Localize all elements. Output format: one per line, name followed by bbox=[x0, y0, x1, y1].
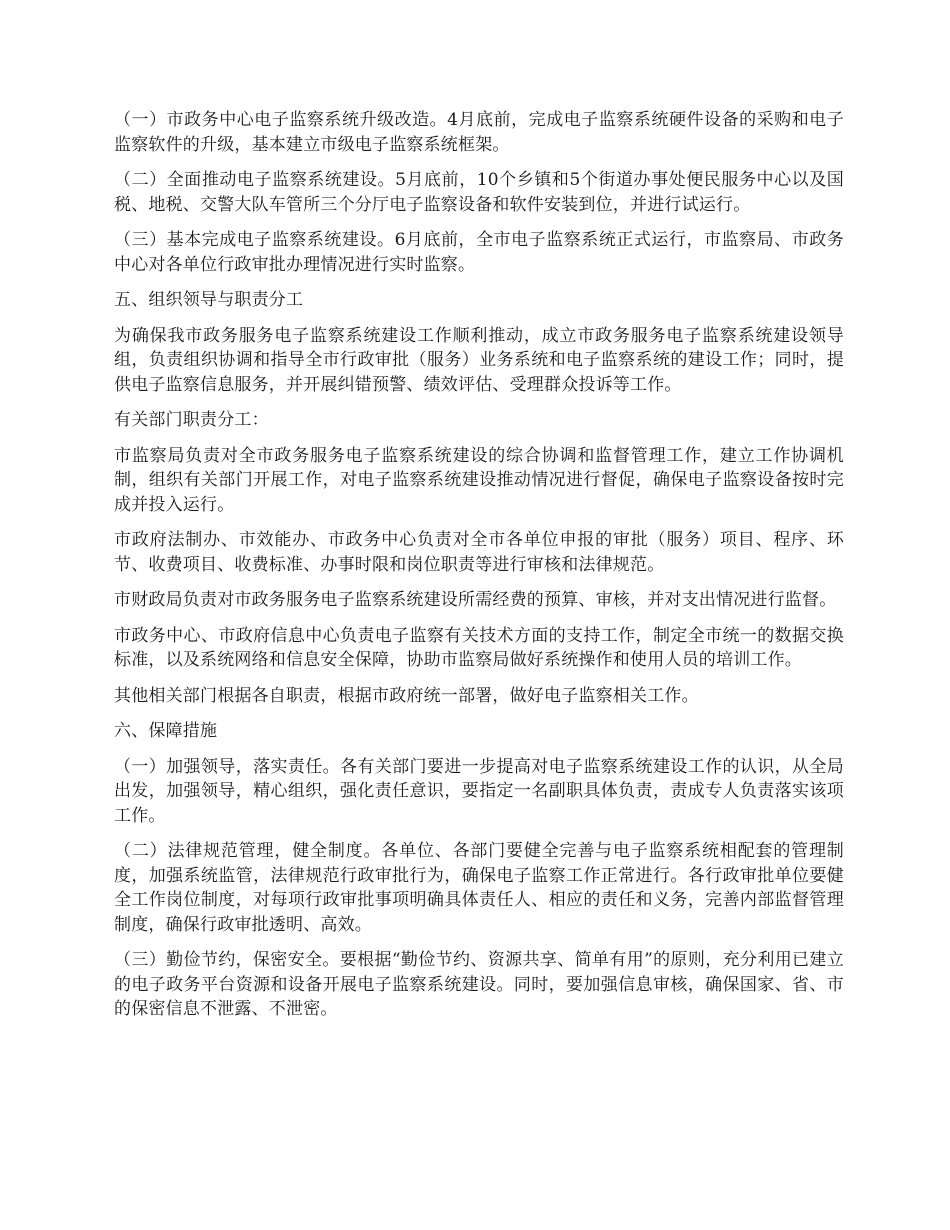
paragraph-measure-1: （一）加强领导，落实责任。各有关部门要进一步提高对电子监察系统建设工作的认识，从全局出发，加强领导，精心组织，强化责任意识，要指定一名副职具体负责，责成专人负责落实该项工作。 bbox=[114, 756, 844, 826]
paragraph-legal-office: 市政府法制办、市效能办、市政务中心负责对全市各单位申报的审批（服务）项目、程序、环节、收费项目、收费标准、办事时限和岗位职责等进行审核和法律规范。 bbox=[114, 530, 844, 575]
paragraph-measure-2: （二）法律规范管理，健全制度。各单位、各部门要健全完善与电子监察系统相配套的管理制度，加强系统监管，法律规范行政审批行为，确保电子监察工作正常进行。各行政审批单位要健全工作岗位制度，对每项行政审批事项明确具体责任人、相应的责任和义务，完善内部监督管理制度，确保行政审批透明、高效。 bbox=[114, 841, 844, 935]
paragraph-other-depts: 其他相关部门根据各自职责，根据市政府统一部署，做好电子监察相关工作。 bbox=[114, 685, 699, 706]
subheading-duties: 有关部门职责分工： bbox=[114, 410, 269, 430]
section-heading-5: 五、组织领导与职责分工 bbox=[114, 290, 304, 310]
section-heading-6: 六、保障措施 bbox=[114, 721, 218, 741]
paragraph-measure-3: （三）勤俭节约，保密安全。要根据“勤俭节约、资源共享、简单有用”的原则，充分利用已建立的电子政务平台资源和设备开展电子监察系统建设。同时，要加强信息审核，确保国家、省、市的保密信息不泄露、不泄密。 bbox=[114, 950, 844, 1019]
paragraph-item-3: （三）基本完成电子监察系统建设。6月底前，全市电子监察系统正式运行，市监察局、市政务中心对各单位行政审批办理情况进行实时监察。 bbox=[114, 230, 844, 275]
paragraph-supervision-bureau: 市监察局负责对全市政务服务电子监察系统建设的综合协调和监督管理工作，建立工作协调机制，组织有关部门开展工作，对电子监察系统建设推动情况进行督促，确保电子监察设备按时完成并投入运行。 bbox=[114, 445, 844, 515]
paragraph-item-2: （二）全面推动电子监察系统建设。5月底前，10个乡镇和5个街道办事处便民服务中心以及国税、地税、交警大队车管所三个分厅电子监察设备和软件安装到位，并进行试运行。 bbox=[114, 170, 844, 215]
paragraph-leadership: 为确保我市政务服务电子监察系统建设工作顺利推动，成立市政务服务电子监察系统建设领导组，负责组织协调和指导全市行政审批（服务）业务系统和电子监察系统的建设工作；同时，提供电子监察信息服务，并开展纠错预警、绩效评估、受理群众投诉等工作。 bbox=[114, 325, 844, 395]
paragraph-item-1: （一）市政务中心电子监察系统升级改造。4月底前，完成电子监察系统硬件设备的采购和电子监察软件的升级，基本建立市级电子监察系统框架。 bbox=[114, 110, 844, 155]
paragraph-info-center: 市政务中心、市政府信息中心负责电子监察有关技术方面的支持工作，制定全市统一的数据交换标准，以及系统网络和信息安全保障，协助市监察局做好系统操作和使用人员的培训工作。 bbox=[114, 625, 844, 670]
document-page bbox=[114, 108, 844, 1033]
paragraph-finance-bureau: 市财政局负责对市政务服务电子监察系统建设所需经费的预算、审核，并对支出情况进行监督。 bbox=[114, 590, 837, 610]
